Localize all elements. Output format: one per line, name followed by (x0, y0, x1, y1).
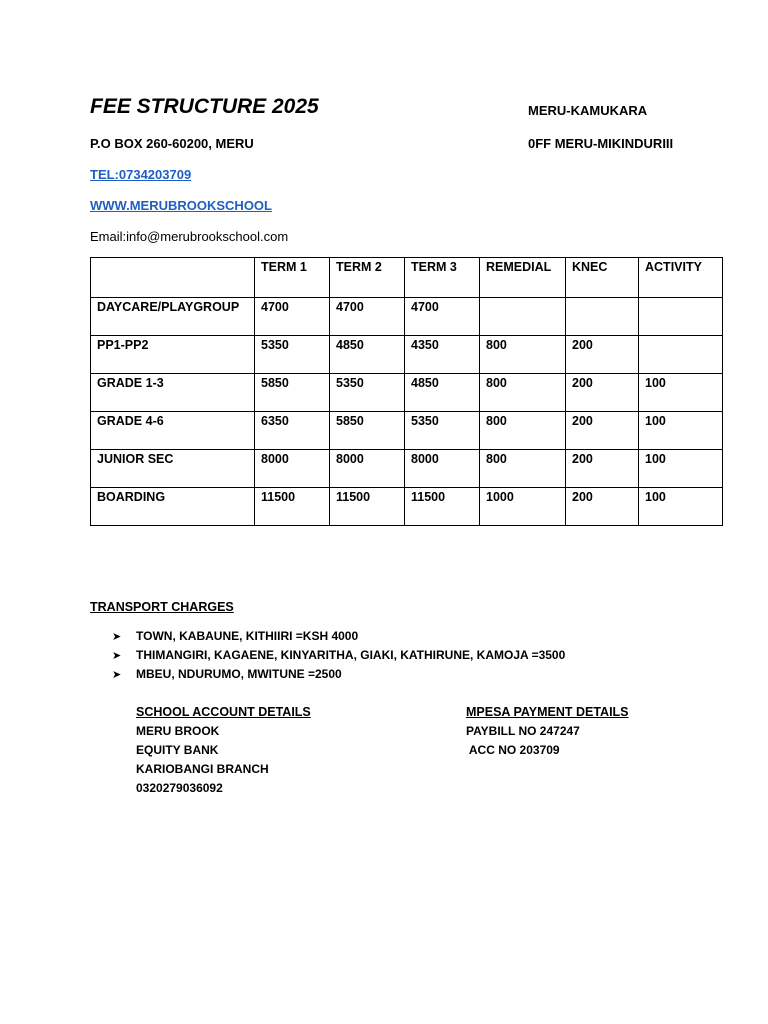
table-cell: JUNIOR SEC (91, 450, 255, 488)
table-cell: 5850 (330, 412, 405, 450)
table-cell (639, 298, 723, 336)
arrow-bullet-icon: ➤ (112, 650, 122, 662)
transport-charges-list (112, 627, 565, 684)
table-cell: 4700 (255, 298, 330, 336)
account-name: MERU BROOK (136, 724, 220, 738)
fee-structure-table (90, 257, 723, 526)
table-cell: 100 (639, 488, 723, 526)
table-cell (566, 298, 639, 336)
table-cell: 6350 (255, 412, 330, 450)
table-cell (639, 336, 723, 374)
table-cell: 4850 (405, 374, 480, 412)
transport-route-text: THIMANGIRI, KAGAENE, KINYARITHA, GIAKI, KATHIRUNE, KAMOJA =3500 (136, 648, 566, 662)
table-cell: 8000 (405, 450, 480, 488)
table-row (91, 412, 723, 450)
telephone-link[interactable]: TEL:0734203709 (90, 167, 192, 182)
table-cell: GRADE 4-6 (91, 412, 255, 450)
table-header-row (91, 258, 723, 298)
table-cell: 5350 (405, 412, 480, 450)
table-cell: GRADE 1-3 (91, 374, 255, 412)
column-header-term-3: TERM 3 (405, 258, 480, 298)
table-cell: 8000 (330, 450, 405, 488)
mpesa-payment-details (466, 703, 629, 760)
transport-route-text: MBEU, NDURUMO, MWITUNE =2500 (136, 667, 342, 681)
table-cell: 4700 (405, 298, 480, 336)
table-cell: 11500 (330, 488, 405, 526)
table-row (91, 450, 723, 488)
table-cell: 4850 (330, 336, 405, 374)
table-cell: DAYCARE/PLAYGROUP (91, 298, 255, 336)
table-row (91, 374, 723, 412)
table-cell: 100 (639, 374, 723, 412)
school-location: MERU-KAMUKARA (528, 103, 648, 118)
table-cell: 800 (480, 336, 566, 374)
table-cell: 100 (639, 412, 723, 450)
email-address: Email:info@merubrookschool.com (90, 229, 289, 244)
arrow-bullet-icon: ➤ (112, 631, 122, 643)
po-box-address: P.O BOX 260-60200, MERU (90, 136, 254, 151)
table-row (91, 488, 723, 526)
mpesa-heading: MPESA PAYMENT DETAILS (466, 705, 629, 719)
road-directions: 0FF MERU-MIKINDURIII (528, 136, 674, 151)
school-account-heading: SCHOOL ACCOUNT DETAILS (136, 705, 311, 719)
page-title: FEE STRUCTURE 2025 (90, 95, 319, 118)
table-cell: 200 (566, 412, 639, 450)
list-item (112, 627, 565, 646)
table-cell: PP1-PP2 (91, 336, 255, 374)
column-header-remedial: REMEDIAL (480, 258, 566, 298)
column-header-activity: ACTIVITY (639, 258, 723, 298)
paybill-number: PAYBILL NO 247247 (466, 724, 580, 738)
table-cell: BOARDING (91, 488, 255, 526)
table-cell: 100 (639, 450, 723, 488)
arrow-bullet-icon: ➤ (112, 669, 122, 681)
table-cell (480, 298, 566, 336)
table-cell: 8000 (255, 450, 330, 488)
website-link[interactable]: WWW.MERUBROOKSCHOOL (90, 198, 272, 213)
account-number: 0320279036092 (136, 781, 223, 795)
list-item (112, 646, 565, 665)
table-cell: 5350 (330, 374, 405, 412)
column-header-term-1: TERM 1 (255, 258, 330, 298)
table-cell: 200 (566, 374, 639, 412)
table-row (91, 336, 723, 374)
table-cell: 200 (566, 336, 639, 374)
table-cell: 800 (480, 374, 566, 412)
table-cell: 11500 (405, 488, 480, 526)
bank-branch: KARIOBANGI BRANCH (136, 762, 269, 776)
table-cell: 4350 (405, 336, 480, 374)
table-cell: 4700 (330, 298, 405, 336)
table-cell: 200 (566, 488, 639, 526)
table-cell: 800 (480, 412, 566, 450)
school-account-details (136, 703, 311, 798)
table-cell: 800 (480, 450, 566, 488)
list-item (112, 665, 565, 684)
mpesa-account-number: ACC NO 203709 (466, 743, 560, 757)
transport-charges-heading: TRANSPORT CHARGES (90, 600, 234, 614)
table-row (91, 298, 723, 336)
table-cell: 5350 (255, 336, 330, 374)
table-cell: 1000 (480, 488, 566, 526)
bank-name: EQUITY BANK (136, 743, 219, 757)
transport-route-text: TOWN, KABAUNE, KITHIIRI =KSH 4000 (136, 629, 359, 643)
table-cell: 200 (566, 450, 639, 488)
column-header-term-2: TERM 2 (330, 258, 405, 298)
table-cell: 11500 (255, 488, 330, 526)
table-cell: 5850 (255, 374, 330, 412)
column-header-class (91, 258, 255, 298)
column-header-knec: KNEC (566, 258, 639, 298)
